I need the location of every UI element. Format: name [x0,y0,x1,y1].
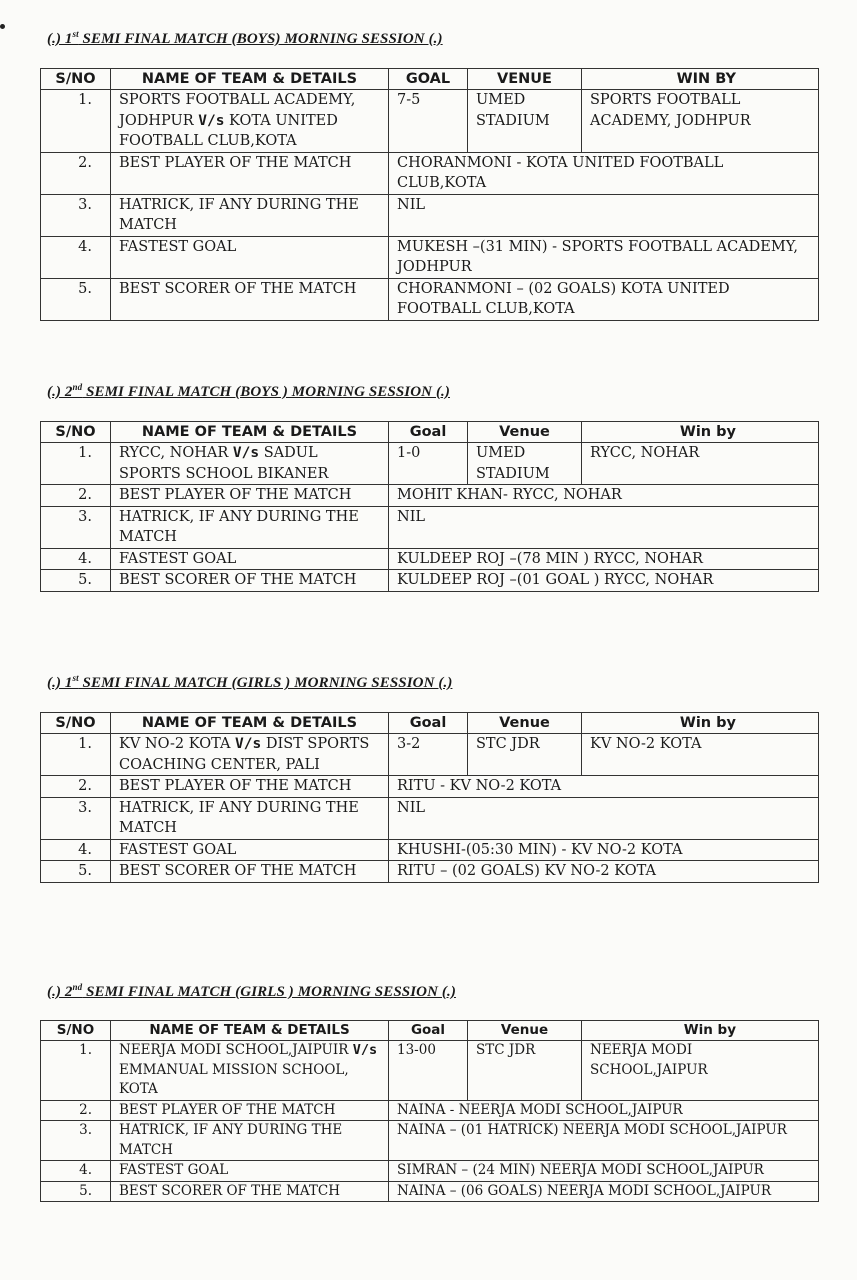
row-value: NIL [389,797,819,839]
row-sno: 3. [41,797,111,839]
row-sno: 3. [41,506,111,548]
table-row [41,152,819,194]
section-title-4: (.) 2nd SEMI FINAL MATCH (GIRLS ) MORNING SESSION (.) [47,982,456,1000]
match-winner: SPORTS FOOTBALL ACADEMY, JODHPUR [582,90,819,153]
header-venue: VENUE [468,69,582,90]
table-row [41,861,819,883]
table-header-row [41,422,819,443]
match-teams: RYCC, NOHAR V/s SADUL SPORTS SCHOOL BIKANER [111,443,389,485]
header-venue: Venue [468,713,582,734]
row-label: BEST SCORER OF THE MATCH [111,570,389,592]
row-sno: 2. [41,485,111,507]
match-winner: RYCC, NOHAR [582,443,819,485]
match-row [41,443,819,485]
table-row [41,548,819,570]
table-row [41,1181,819,1202]
table-row [41,839,819,861]
header-win-by: Win by [582,1021,819,1041]
row-value: MOHIT KHAN- RYCC, NOHAR [389,485,819,507]
table-row [41,485,819,507]
row-sno: 1. [41,734,111,776]
row-value: NIL [389,506,819,548]
row-label: BEST PLAYER OF THE MATCH [111,485,389,507]
match-winner: KV NO-2 KOTA [582,734,819,776]
row-value: NAINA - NEERJA MODI SCHOOL,JAIPUR [389,1100,819,1121]
section-title-2: (.) 2nd SEMI FINAL MATCH (BOYS ) MORNING SESSION (.) [47,382,450,400]
header-name: NAME OF TEAM & DETAILS [111,69,389,90]
match-teams: NEERJA MODI SCHOOL,JAIPUIR V/s EMMANUAL MISSION SCHOOL, KOTA [111,1041,389,1101]
row-label: FASTEST GOAL [111,1161,389,1182]
row-sno: 4. [41,839,111,861]
header-goal: Goal [389,713,468,734]
scan-mark [0,24,5,29]
row-label: HATRICK, IF ANY DURING THE MATCH [111,506,389,548]
row-label: BEST PLAYER OF THE MATCH [111,776,389,798]
header-name: NAME OF TEAM & DETAILS [111,713,389,734]
header-sno: S/NO [41,69,111,90]
header-sno: S/NO [41,1021,111,1041]
row-label: FASTEST GOAL [111,548,389,570]
row-value: NIL [389,194,819,236]
row-value: KULDEEP ROJ –(78 MIN ) RYCC, NOHAR [389,548,819,570]
row-sno: 5. [41,861,111,883]
results-table-4 [40,1020,819,1202]
results-table-1 [40,68,819,321]
header-win-by: Win by [582,422,819,443]
row-sno: 5. [41,278,111,320]
table-row [41,278,819,320]
table-row [41,797,819,839]
row-sno: 1. [41,90,111,153]
match-goal: 3-2 [389,734,468,776]
table-row [41,236,819,278]
row-value: KULDEEP ROJ –(01 GOAL ) RYCC, NOHAR [389,570,819,592]
header-win-by: Win by [582,713,819,734]
row-sno: 5. [41,570,111,592]
table-row [41,1161,819,1182]
row-sno: 2. [41,1100,111,1121]
header-venue: Venue [468,1021,582,1041]
match-row [41,1041,819,1101]
row-label: BEST PLAYER OF THE MATCH [111,1100,389,1121]
row-label: BEST SCORER OF THE MATCH [111,861,389,883]
row-sno: 4. [41,1161,111,1182]
row-label: HATRICK, IF ANY DURING THE MATCH [111,1121,389,1161]
table-row [41,1100,819,1121]
table-row [41,506,819,548]
match-venue: STC JDR [468,734,582,776]
row-sno: 1. [41,443,111,485]
header-win-by: WIN BY [582,69,819,90]
row-label: HATRICK, IF ANY DURING THE MATCH [111,797,389,839]
header-goal: Goal [389,422,468,443]
match-venue: UMED STADIUM [468,443,582,485]
table-row [41,776,819,798]
row-label: BEST SCORER OF THE MATCH [111,1181,389,1202]
row-value: RITU – (02 GOALS) KV NO-2 KOTA [389,861,819,883]
match-venue: UMED STADIUM [468,90,582,153]
table-header-row [41,1021,819,1041]
header-name: NAME OF TEAM & DETAILS [111,1021,389,1041]
header-name: NAME OF TEAM & DETAILS [111,422,389,443]
row-value: RITU - KV NO-2 KOTA [389,776,819,798]
match-goal: 13-00 [389,1041,468,1101]
match-teams: KV NO-2 KOTA V/s DIST SPORTS COACHING CENTER, PALI [111,734,389,776]
row-label: FASTEST GOAL [111,236,389,278]
table-row [41,194,819,236]
row-value: NAINA – (06 GOALS) NEERJA MODI SCHOOL,JAIPUR [389,1181,819,1202]
row-sno: 4. [41,236,111,278]
results-table-2 [40,421,819,592]
match-goal: 7-5 [389,90,468,153]
header-goal: GOAL [389,69,468,90]
row-label: FASTEST GOAL [111,839,389,861]
section-title-3: (.) 1st SEMI FINAL MATCH (GIRLS ) MORNING SESSION (.) [47,673,453,691]
row-sno: 3. [41,1121,111,1161]
table-header-row [41,69,819,90]
match-row [41,734,819,776]
row-sno: 5. [41,1181,111,1202]
row-value: MUKESH –(31 MIN) - SPORTS FOOTBALL ACADEMY, JODHPUR [389,236,819,278]
row-sno: 3. [41,194,111,236]
row-value: SIMRAN – (24 MIN) NEERJA MODI SCHOOL,JAIPUR [389,1161,819,1182]
match-goal: 1-0 [389,443,468,485]
header-venue: Venue [468,422,582,443]
section-title-1: (.) 1st SEMI FINAL MATCH (BOYS) MORNING SESSION (.) [47,29,443,47]
header-sno: S/NO [41,422,111,443]
match-row [41,90,819,153]
match-winner: NEERJA MODI SCHOOL,JAIPUR [582,1041,819,1101]
header-goal: Goal [389,1021,468,1041]
row-value: KHUSHI-(05:30 MIN) - KV NO-2 KOTA [389,839,819,861]
row-sno: 2. [41,776,111,798]
row-sno: 1. [41,1041,111,1101]
row-value: CHORANMONI – (02 GOALS) KOTA UNITED FOOTBALL CLUB,KOTA [389,278,819,320]
table-header-row [41,713,819,734]
match-teams: SPORTS FOOTBALL ACADEMY, JODHPUR V/s KOTA UNITED FOOTBALL CLUB,KOTA [111,90,389,153]
header-sno: S/NO [41,713,111,734]
results-table-3 [40,712,819,883]
table-row [41,570,819,592]
row-label: BEST SCORER OF THE MATCH [111,278,389,320]
match-venue: STC JDR [468,1041,582,1101]
row-label: HATRICK, IF ANY DURING THE MATCH [111,194,389,236]
table-row [41,1121,819,1161]
row-label: BEST PLAYER OF THE MATCH [111,152,389,194]
row-sno: 2. [41,152,111,194]
row-value: CHORANMONI - KOTA UNITED FOOTBALL CLUB,KOTA [389,152,819,194]
row-value: NAINA – (01 HATRICK) NEERJA MODI SCHOOL,JAIPUR [389,1121,819,1161]
row-sno: 4. [41,548,111,570]
